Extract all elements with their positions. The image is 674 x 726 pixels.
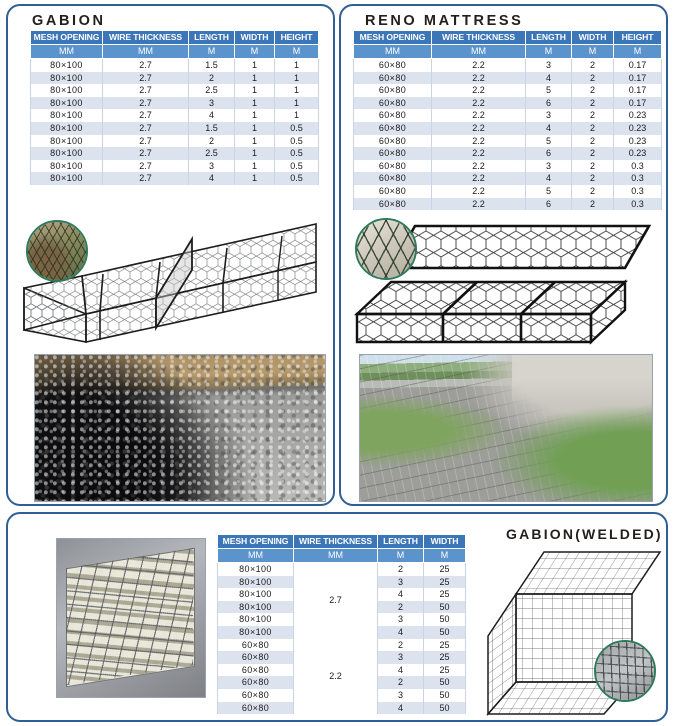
table-unit-row bbox=[354, 45, 662, 59]
table-cell: 60×80 bbox=[218, 664, 294, 677]
table-row bbox=[354, 198, 662, 211]
table-cell: 0.17 bbox=[614, 84, 662, 97]
table-cell: 0.17 bbox=[614, 59, 662, 72]
photo-fill bbox=[35, 355, 325, 501]
table-cell: 4 bbox=[526, 72, 572, 85]
table-cell: 60×80 bbox=[354, 97, 432, 110]
table-cell: 4 bbox=[378, 664, 424, 677]
table-cell: 50 bbox=[424, 676, 466, 689]
table-header-row bbox=[31, 31, 319, 45]
table-row bbox=[354, 172, 662, 185]
reno-spec-table bbox=[353, 30, 662, 210]
table-cell: 2 bbox=[189, 135, 235, 148]
table-cell: 0.3 bbox=[614, 198, 662, 211]
table-cell: 1 bbox=[235, 72, 275, 85]
col-mesh-opening: MESH OPENING bbox=[354, 31, 432, 45]
table-cell: 60×80 bbox=[218, 651, 294, 664]
unit-width: M bbox=[235, 45, 275, 59]
table-cell: 0.3 bbox=[614, 185, 662, 198]
col-wire-thickness: WIRE THICKNESS bbox=[432, 31, 526, 45]
col-width: WIDTH bbox=[572, 31, 614, 45]
table-cell: 25 bbox=[424, 563, 466, 576]
unit-length: M bbox=[378, 549, 424, 563]
wire-thickness-merged-cell: 2.2 bbox=[294, 639, 378, 715]
reno-table-body bbox=[354, 59, 662, 211]
photo-fill bbox=[57, 539, 205, 697]
col-length: LENGTH bbox=[378, 535, 424, 549]
table-cell: 1.5 bbox=[189, 59, 235, 72]
table-cell: 80×100 bbox=[31, 97, 103, 110]
table-cell: 2 bbox=[572, 198, 614, 211]
table-cell: 60×80 bbox=[218, 639, 294, 652]
unit-length: M bbox=[526, 45, 572, 59]
table-row bbox=[354, 135, 662, 148]
table-cell: 60×80 bbox=[354, 147, 432, 160]
table-row bbox=[31, 147, 319, 160]
table-cell: 2 bbox=[572, 135, 614, 148]
table-cell: 2.7 bbox=[103, 59, 189, 72]
table-row bbox=[31, 109, 319, 122]
table-cell: 80×100 bbox=[31, 122, 103, 135]
table-row bbox=[354, 72, 662, 85]
section-title-gabion-welded: GABION(WELDED) bbox=[506, 526, 663, 542]
table-cell: 80×100 bbox=[218, 601, 294, 614]
gabion-spec-table bbox=[30, 30, 319, 185]
welded-gabion-basket-photo bbox=[56, 538, 206, 698]
table-cell: 6 bbox=[526, 147, 572, 160]
table-cell: 2 bbox=[189, 72, 235, 85]
table-cell: 1 bbox=[275, 84, 319, 97]
table-row bbox=[31, 122, 319, 135]
table-cell: 80×100 bbox=[218, 588, 294, 601]
table-cell: 2.7 bbox=[103, 109, 189, 122]
table-cell: 2 bbox=[572, 72, 614, 85]
table-row bbox=[31, 72, 319, 85]
table-cell: 6 bbox=[526, 97, 572, 110]
table-cell: 2 bbox=[378, 676, 424, 689]
table-cell: 2.7 bbox=[103, 122, 189, 135]
table-cell: 1 bbox=[275, 97, 319, 110]
table-cell: 2.2 bbox=[432, 109, 526, 122]
table-row bbox=[354, 185, 662, 198]
wire-thickness-merged-cell: 2.7 bbox=[294, 563, 378, 639]
table-cell: 0.23 bbox=[614, 122, 662, 135]
unit-wire-thickness: MM bbox=[294, 549, 378, 563]
table-cell: 2.7 bbox=[103, 135, 189, 148]
gabion-table-body bbox=[31, 59, 319, 185]
table-row bbox=[354, 109, 662, 122]
panel-reno-mattress bbox=[339, 4, 668, 506]
table-cell: 4 bbox=[526, 172, 572, 185]
table-cell: 2 bbox=[378, 601, 424, 614]
photo-fill bbox=[360, 355, 652, 501]
table-cell: 1 bbox=[275, 59, 319, 72]
col-mesh-opening: MESH OPENING bbox=[31, 31, 103, 45]
col-width: WIDTH bbox=[235, 31, 275, 45]
unit-height: M bbox=[275, 45, 319, 59]
table-cell: 3 bbox=[378, 651, 424, 664]
table-cell: 2.7 bbox=[103, 172, 189, 185]
welded-gabion-wireframe bbox=[482, 548, 664, 718]
table-cell: 1 bbox=[235, 135, 275, 148]
table-cell: 2 bbox=[572, 185, 614, 198]
table-cell: 80×100 bbox=[31, 135, 103, 148]
table-cell: 0.23 bbox=[614, 135, 662, 148]
table-cell: 2.2 bbox=[432, 72, 526, 85]
table-cell: 1.5 bbox=[189, 122, 235, 135]
table-cell: 25 bbox=[424, 664, 466, 677]
col-mesh-opening: MESH OPENING bbox=[218, 535, 294, 549]
gabion-retaining-wall-photo bbox=[34, 354, 326, 502]
table-cell: 50 bbox=[424, 626, 466, 639]
table-cell: 1 bbox=[235, 160, 275, 173]
col-length: LENGTH bbox=[526, 31, 572, 45]
table-cell: 2 bbox=[378, 563, 424, 576]
table-header-row bbox=[218, 535, 466, 549]
table-cell: 3 bbox=[378, 613, 424, 626]
table-cell: 2.2 bbox=[432, 160, 526, 173]
unit-width: M bbox=[572, 45, 614, 59]
table-row bbox=[354, 122, 662, 135]
table-cell: 0.5 bbox=[275, 172, 319, 185]
table-cell: 60×80 bbox=[354, 160, 432, 173]
table-cell: 1 bbox=[235, 109, 275, 122]
table-cell: 2.2 bbox=[432, 147, 526, 160]
table-cell: 80×100 bbox=[31, 172, 103, 185]
table-cell: 50 bbox=[424, 689, 466, 702]
col-width: WIDTH bbox=[424, 535, 466, 549]
table-cell: 80×100 bbox=[31, 72, 103, 85]
table-cell: 60×80 bbox=[354, 84, 432, 97]
table-cell: 80×100 bbox=[218, 563, 294, 576]
stone-filled-mesh-closeup-photo bbox=[355, 218, 417, 280]
table-cell: 5 bbox=[526, 84, 572, 97]
table-cell: 2.7 bbox=[103, 84, 189, 97]
table-cell: 80×100 bbox=[31, 84, 103, 97]
table-cell: 25 bbox=[424, 588, 466, 601]
hexagonal-mesh-closeup-photo bbox=[26, 220, 88, 282]
table-cell: 1 bbox=[235, 147, 275, 160]
table-cell: 2.7 bbox=[103, 147, 189, 160]
table-cell: 0.17 bbox=[614, 97, 662, 110]
table-cell: 2 bbox=[572, 160, 614, 173]
table-cell: 0.3 bbox=[614, 160, 662, 173]
table-cell: 4 bbox=[378, 588, 424, 601]
table-cell: 2.2 bbox=[432, 135, 526, 148]
table-cell: 3 bbox=[189, 97, 235, 110]
table-cell: 2.5 bbox=[189, 84, 235, 97]
table-cell: 60×80 bbox=[218, 702, 294, 715]
table-cell: 0.17 bbox=[614, 72, 662, 85]
unit-mesh-opening: MM bbox=[354, 45, 432, 59]
table-cell: 4 bbox=[378, 626, 424, 639]
col-height: HEIGHT bbox=[614, 31, 662, 45]
table-cell: 2 bbox=[572, 147, 614, 160]
unit-wire-thickness: MM bbox=[103, 45, 189, 59]
table-cell: 50 bbox=[424, 601, 466, 614]
table-cell: 3 bbox=[378, 689, 424, 702]
table-cell: 2.2 bbox=[432, 122, 526, 135]
unit-wire-thickness: MM bbox=[432, 45, 526, 59]
table-row bbox=[354, 84, 662, 97]
table-row bbox=[218, 563, 466, 576]
table-cell: 60×80 bbox=[354, 172, 432, 185]
welded-spec-table bbox=[217, 534, 466, 714]
table-row bbox=[31, 84, 319, 97]
table-cell: 80×100 bbox=[218, 626, 294, 639]
table-cell: 1 bbox=[235, 97, 275, 110]
table-cell: 2 bbox=[572, 97, 614, 110]
section-title-gabion: GABION bbox=[32, 13, 106, 29]
table-cell: 50 bbox=[424, 702, 466, 715]
table-cell: 4 bbox=[189, 109, 235, 122]
table-cell: 60×80 bbox=[354, 72, 432, 85]
col-length: LENGTH bbox=[189, 31, 235, 45]
table-cell: 5 bbox=[526, 135, 572, 148]
table-cell: 1 bbox=[275, 72, 319, 85]
table-cell: 60×80 bbox=[354, 59, 432, 72]
table-cell: 80×100 bbox=[31, 160, 103, 173]
welded-table-body bbox=[218, 563, 466, 715]
table-cell: 2 bbox=[572, 172, 614, 185]
table-cell: 50 bbox=[424, 613, 466, 626]
table-cell: 0.5 bbox=[275, 135, 319, 148]
unit-width: M bbox=[424, 549, 466, 563]
table-cell: 0.5 bbox=[275, 160, 319, 173]
table-cell: 2.2 bbox=[432, 97, 526, 110]
table-row bbox=[354, 160, 662, 173]
table-cell: 1 bbox=[275, 109, 319, 122]
table-cell: 2.2 bbox=[432, 185, 526, 198]
gabion-box-wireframe bbox=[20, 218, 330, 350]
table-row bbox=[31, 172, 319, 185]
panel-gabion bbox=[6, 4, 335, 506]
table-cell: 2 bbox=[572, 59, 614, 72]
table-cell: 2 bbox=[572, 122, 614, 135]
table-cell: 1 bbox=[235, 172, 275, 185]
table-cell: 60×80 bbox=[218, 676, 294, 689]
table-cell: 5 bbox=[526, 185, 572, 198]
table-cell: 2.7 bbox=[103, 160, 189, 173]
table-cell: 60×80 bbox=[354, 185, 432, 198]
table-cell: 80×100 bbox=[218, 613, 294, 626]
table-cell: 3 bbox=[526, 59, 572, 72]
table-cell: 80×100 bbox=[218, 576, 294, 589]
table-cell: 2.7 bbox=[103, 72, 189, 85]
table-cell: 25 bbox=[424, 639, 466, 652]
table-cell: 3 bbox=[526, 109, 572, 122]
table-cell: 6 bbox=[526, 198, 572, 211]
table-row bbox=[31, 97, 319, 110]
col-height: HEIGHT bbox=[275, 31, 319, 45]
table-row bbox=[354, 97, 662, 110]
table-cell: 1 bbox=[235, 84, 275, 97]
table-cell: 25 bbox=[424, 576, 466, 589]
inset-photo-fill bbox=[28, 222, 86, 280]
table-cell: 2 bbox=[572, 84, 614, 97]
table-row bbox=[31, 160, 319, 173]
col-wire-thickness: WIRE THICKNESS bbox=[103, 31, 189, 45]
table-cell: 2.2 bbox=[432, 172, 526, 185]
table-cell: 60×80 bbox=[354, 109, 432, 122]
reno-mattress-wireframe bbox=[351, 218, 663, 350]
table-cell: 2 bbox=[378, 639, 424, 652]
table-unit-row bbox=[31, 45, 319, 59]
table-cell: 0.23 bbox=[614, 109, 662, 122]
table-cell: 4 bbox=[378, 702, 424, 715]
table-cell: 60×80 bbox=[354, 122, 432, 135]
table-cell: 80×100 bbox=[31, 147, 103, 160]
table-cell: 2.2 bbox=[432, 59, 526, 72]
inset-photo-fill bbox=[596, 642, 654, 700]
unit-mesh-opening: MM bbox=[31, 45, 103, 59]
table-row bbox=[354, 59, 662, 72]
table-row bbox=[31, 135, 319, 148]
table-cell: 3 bbox=[378, 576, 424, 589]
table-cell: 1 bbox=[235, 122, 275, 135]
table-cell: 2 bbox=[572, 109, 614, 122]
table-cell: 3 bbox=[526, 160, 572, 173]
table-cell: 60×80 bbox=[354, 135, 432, 148]
table-cell: 2.2 bbox=[432, 84, 526, 97]
table-row bbox=[31, 59, 319, 72]
welded-mesh-corner-closeup-photo bbox=[594, 640, 656, 702]
table-cell: 1 bbox=[235, 59, 275, 72]
table-header-row bbox=[354, 31, 662, 45]
table-cell: 80×100 bbox=[31, 59, 103, 72]
table-row bbox=[218, 639, 466, 652]
table-cell: 0.5 bbox=[275, 122, 319, 135]
table-cell: 2.5 bbox=[189, 147, 235, 160]
table-cell: 4 bbox=[189, 172, 235, 185]
table-cell: 80×100 bbox=[31, 109, 103, 122]
reno-mattress-steps-photo bbox=[359, 354, 653, 502]
table-cell: 4 bbox=[526, 122, 572, 135]
table-cell: 60×80 bbox=[218, 689, 294, 702]
panel-gabion-welded bbox=[6, 512, 668, 722]
unit-height: M bbox=[614, 45, 662, 59]
table-cell: 60×80 bbox=[354, 198, 432, 211]
table-cell: 0.5 bbox=[275, 147, 319, 160]
table-unit-row bbox=[218, 549, 466, 563]
unit-length: M bbox=[189, 45, 235, 59]
table-cell: 0.23 bbox=[614, 147, 662, 160]
table-cell: 3 bbox=[189, 160, 235, 173]
section-title-reno-mattress: RENO MATTRESS bbox=[365, 13, 524, 29]
table-cell: 2.2 bbox=[432, 198, 526, 211]
table-cell: 25 bbox=[424, 651, 466, 664]
table-row bbox=[354, 147, 662, 160]
unit-mesh-opening: MM bbox=[218, 549, 294, 563]
table-cell: 2.7 bbox=[103, 97, 189, 110]
table-cell: 0.3 bbox=[614, 172, 662, 185]
col-wire-thickness: WIRE THICKNESS bbox=[294, 535, 378, 549]
inset-photo-fill bbox=[357, 220, 415, 278]
